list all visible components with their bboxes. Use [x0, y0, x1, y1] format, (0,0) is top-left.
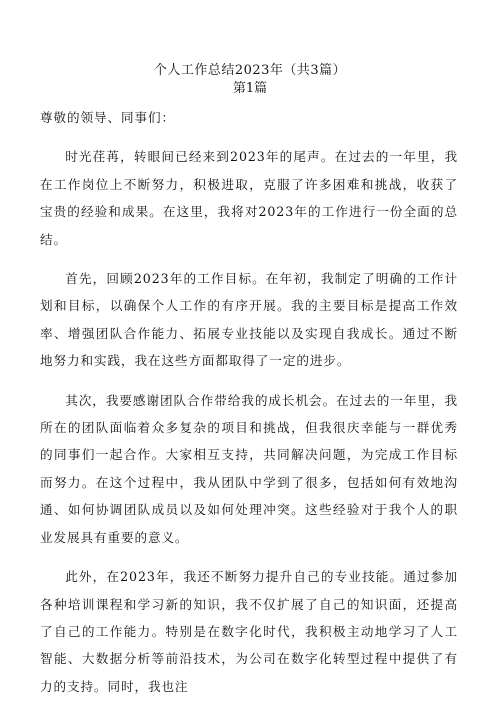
paragraph-4: 此外，在2023年，我还不断努力提升自己的专业技能。通过参加各种培训课程和学习新的知识，我不仅扩展了自己的知识面，还提高了自己的工作能力。特别是在数字化时代，我积极主动地学习了人工智能、大数据分析等前沿技术，为公司在数字化转型过程中提供了有力的支持。同时，我也注	[40, 569, 458, 694]
salutation: 尊敬的领导、同事们：	[40, 110, 175, 125]
document-body	[40, 104, 458, 700]
paragraph-2: 首先，回顾2023年的工作目标。在年初，我制定了明确的工作计划和目标，以确保个人工作的有序开展。我的主要目标是提高工作效率、增强团队合作能力、拓展专业技能以及实现自我成长。通过不断地努力和实践，我在这些方面都取得了一定的进步。	[40, 271, 458, 369]
document-subtitle: 第1篇	[232, 81, 268, 96]
paragraph-1: 时光荏苒，转眼间已经来到2023年的尾声。在过去的一年里，我在工作岗位上不断努力，积极进取，克服了许多困难和挑战，收获了宝贵的经验和成果。在这里，我将对2023年的工作进行一份全面的总结。	[40, 149, 458, 247]
paragraph-3: 其次，我要感谢团队合作带给我的成长机会。在过去的一年里，我所在的团队面临着众多复杂的项目和挑战，但我很庆幸能与一群优秀的同事们一起合作。大家相互支持，共同解决问题，为完成工作目标而努力。在这个过程中，我从团队中学到了很多，包括如何有效地沟通、如何协调团队成员以及如何处理冲突。这些经验对于我个人的职业发展具有重要的意义。	[40, 392, 458, 545]
document-title: 个人工作总结2023年（共3篇）	[153, 63, 347, 78]
